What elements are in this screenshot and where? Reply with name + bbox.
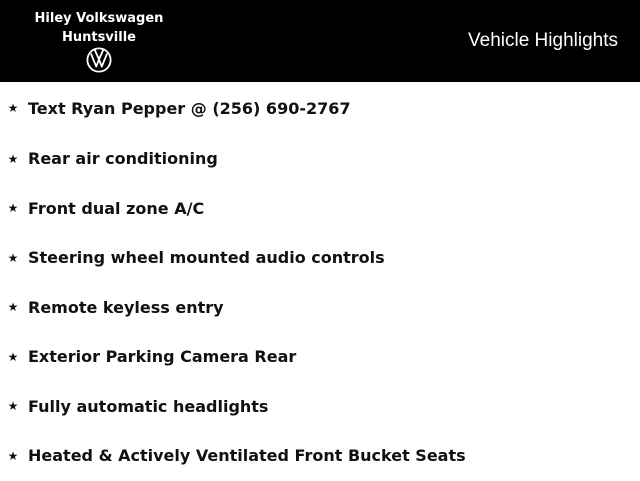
list-item — [0, 283, 640, 333]
dealer-name-line1: Hiley Volkswagen — [34, 11, 164, 26]
star-icon: ★ — [7, 151, 19, 166]
header-bar — [0, 0, 640, 82]
dealer-name — [28, 9, 170, 47]
highlight-label: Text Ryan Pepper @ (256) 690-2767 — [28, 98, 351, 118]
highlight-label: Fully automatic headlights — [28, 396, 269, 416]
page-title: Vehicle Highlights — [468, 30, 618, 51]
list-item — [0, 431, 640, 481]
list-item — [0, 233, 640, 283]
star-icon: ★ — [7, 448, 19, 463]
highlight-label: Rear air conditioning — [28, 149, 218, 169]
list-item — [0, 332, 640, 382]
star-icon: ★ — [7, 300, 19, 315]
highlight-label: Exterior Parking Camera Rear — [28, 347, 297, 367]
highlight-label: Remote keyless entry — [28, 297, 224, 317]
highlights-list — [0, 82, 640, 481]
star-icon: ★ — [7, 250, 19, 265]
highlight-label: Steering wheel mounted audio controls — [28, 248, 385, 268]
star-icon: ★ — [7, 399, 19, 414]
star-icon: ★ — [7, 349, 19, 364]
star-icon: ★ — [7, 201, 19, 216]
dealer-name-line2: Huntsville — [61, 30, 136, 45]
volkswagen-logo-icon — [86, 47, 112, 73]
highlight-label: Heated & Actively Ventilated Front Bucket Seats — [28, 446, 466, 466]
list-item — [0, 82, 640, 134]
list-item — [0, 134, 640, 184]
highlight-label: Front dual zone A/C — [28, 198, 205, 218]
star-icon: ★ — [7, 101, 19, 115]
list-item — [0, 184, 640, 234]
list-item — [0, 382, 640, 432]
